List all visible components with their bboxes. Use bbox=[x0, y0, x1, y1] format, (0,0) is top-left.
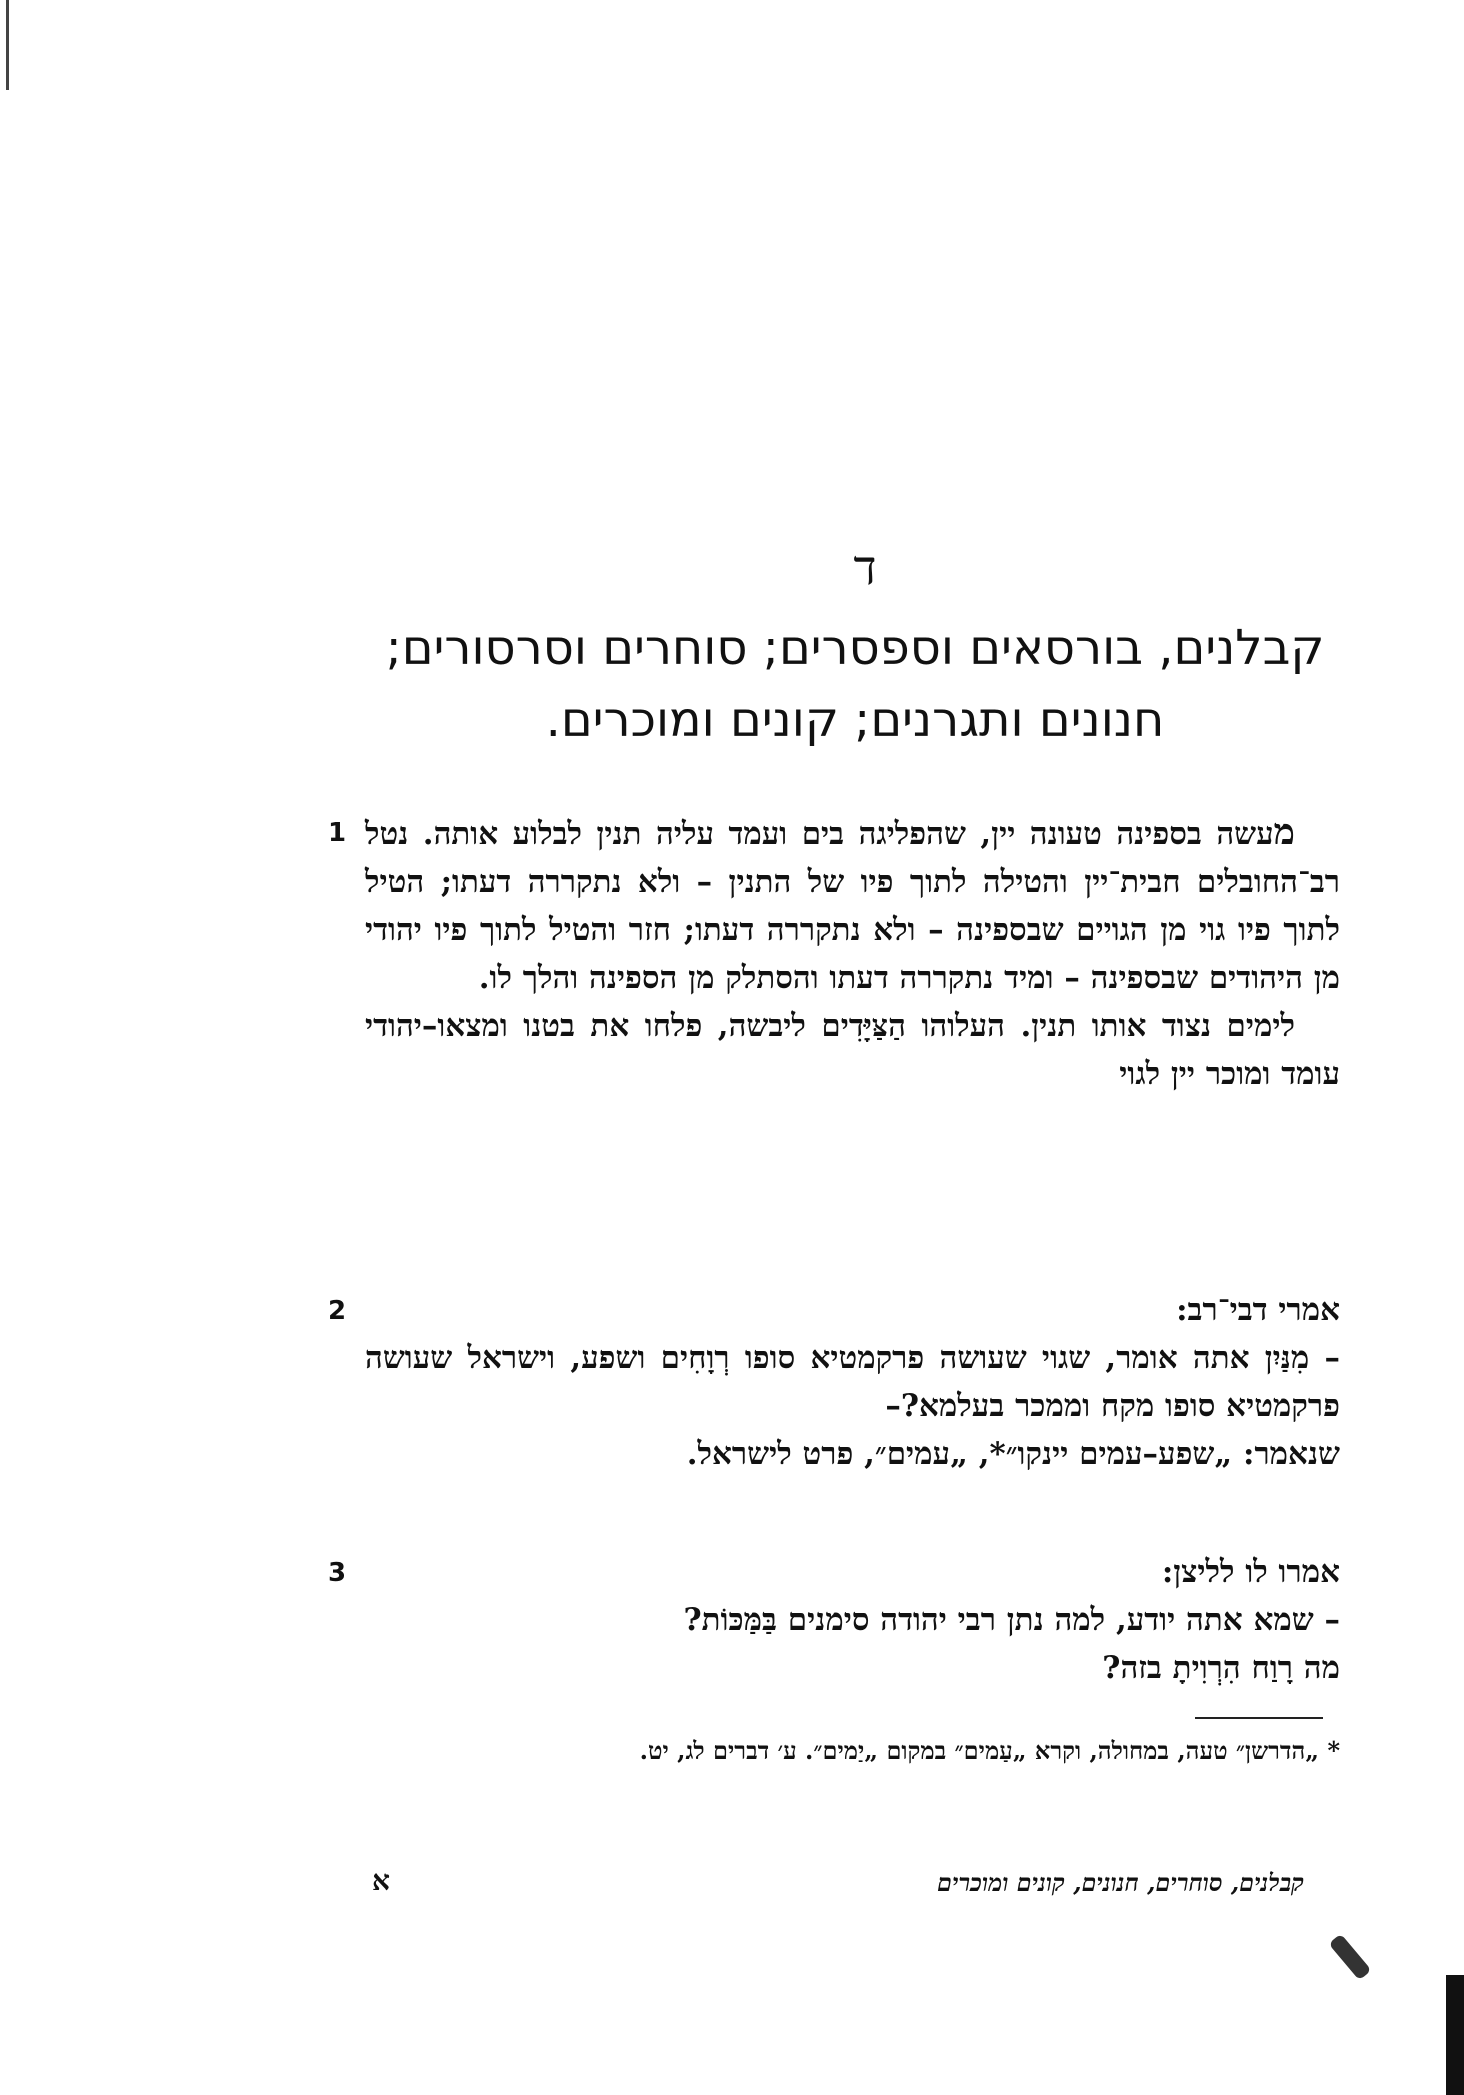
paragraph: שנאמר: „שפע–עמים יינקו״*, „עמים״, פרט לישראל. bbox=[686, 1436, 1340, 1472]
signature-mark: א bbox=[372, 1864, 390, 1897]
section-body bbox=[365, 1286, 1340, 1478]
paragraph: מה רָוַח הִרְוִיתָ בזה? bbox=[1102, 1650, 1340, 1686]
section-number: 1 bbox=[328, 818, 347, 848]
section-number: 3 bbox=[328, 1558, 347, 1588]
chapter-title-line: חנונים ותגרנים; קונים ומוכרים. bbox=[545, 692, 1165, 748]
chapter-letter: ד bbox=[853, 540, 877, 596]
paragraph-text: עשה בספינה טעונה יין, שהפליגה בים ועמד עליה תנין לבלוע אותה. נטל רב־החובלים חבית־יין והטילה לתוך פיו של התנין – ולא נתקררה דעתו; הטיל לתוך פיו גוי מן הגויים שבספינה – ולא נתקררה דעתו; חזר והטיל לתוך פיו יהודי מן היהודים שבספינה – ומיד נתקררה דעתו והסתלק מן הספינה והלך לו. bbox=[365, 816, 1340, 996]
footnote: * „הדרשן״ טעה, במחולה, וקרא „עַמים״ במקום „יַמים״. ע׳ דברים לג, יט. bbox=[639, 1736, 1340, 1765]
scan-edge-mark bbox=[1446, 1975, 1464, 2095]
scan-edge-mark bbox=[6, 0, 9, 90]
chapter-title bbox=[360, 612, 1350, 756]
ink-smudge bbox=[1328, 1933, 1371, 1980]
footnote-divider bbox=[1195, 1717, 1323, 1719]
paragraph bbox=[365, 808, 1340, 1002]
paragraph: לימים נצוד אותו תנין. העלוהו הַצַּיָּדִים ליבשה, פלחו את בטנו ומצאו–יהודי עומד ומוכר יין לגוי bbox=[365, 1008, 1340, 1092]
running-footer-title: קבלנים, סוחרים, חנונים, קונים ומוכרים bbox=[937, 1868, 1304, 1897]
chapter-title-line: קבלנים, בורסאים וספסרים; סוחרים וסרסורים; bbox=[385, 620, 1325, 676]
paragraph: – מִנַּיִן אתה אומר, שגוי שעושה פרקמטיא סופו רְוָחִים ושפע, וישראל שעושה פרקמטיא סופו מקח וממכר בעלמא?– bbox=[365, 1340, 1340, 1424]
section-body bbox=[365, 1548, 1340, 1692]
paragraph: – שמא אתה יודע, למה נתן רבי יהודה סימנים בַּמַּכּוֹת? bbox=[683, 1602, 1340, 1638]
section-heading: אמרו לו לליצן: bbox=[1161, 1554, 1340, 1590]
section-heading: אמרי דבי־רב: bbox=[1176, 1292, 1340, 1328]
section-body bbox=[365, 808, 1340, 1098]
section-number: 2 bbox=[328, 1296, 347, 1326]
lead-letter: מ bbox=[1273, 811, 1295, 853]
